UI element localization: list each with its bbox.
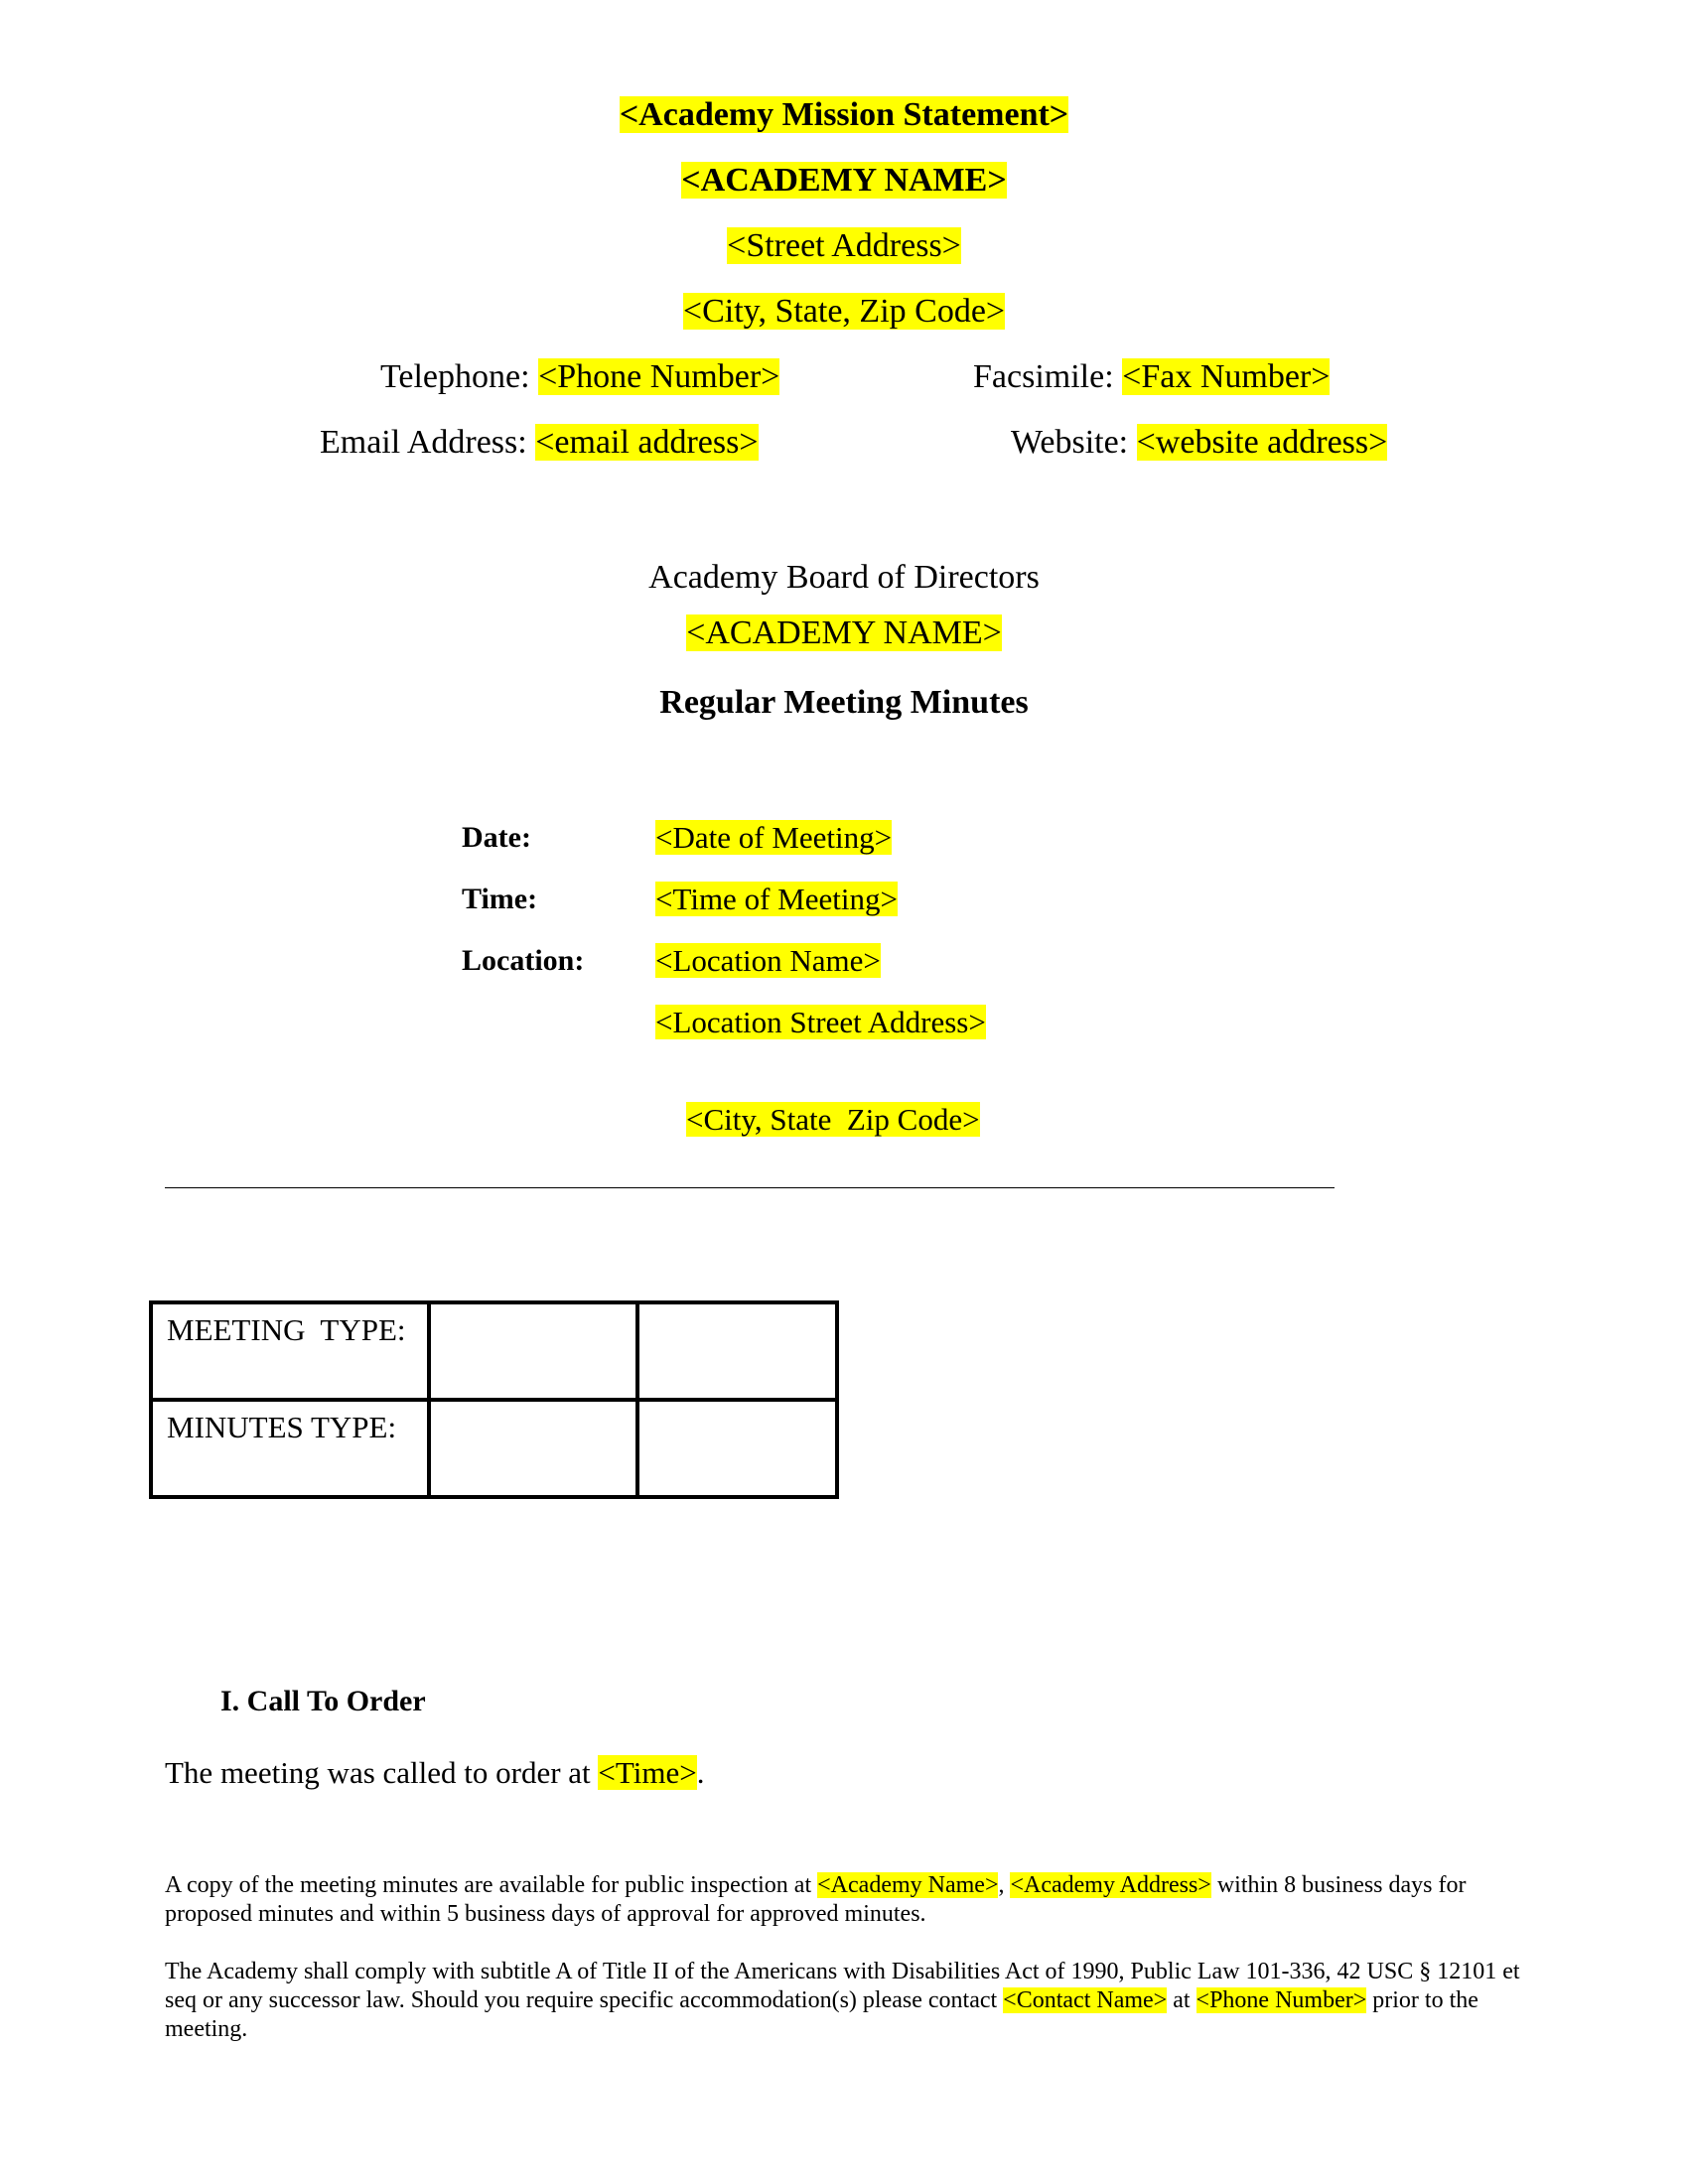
meeting-type-cell[interactable] [429, 1302, 637, 1400]
street-address: <Street Address> [727, 227, 961, 264]
minutes-type-cell-2[interactable] [637, 1400, 837, 1497]
website-value: <website address> [1136, 424, 1388, 461]
email-value: <email address> [535, 424, 759, 461]
ada-text: The Academy shall comply with subtitle A of Title II of the Americans with Disabilities Act of 1990, Public Law 101-336, 42 USC § 12101 et seq or any successor law. Should you require specific accommodation(s) please contact [165, 1959, 1520, 2013]
date-value: <Date of Meeting> [655, 820, 893, 855]
fax-line [973, 357, 1330, 397]
location-city: <City, State Zip Code> [686, 1102, 980, 1137]
time-value-line [655, 882, 898, 917]
city-state-zip-line [0, 292, 1688, 332]
mission-statement: <Academy Mission Statement> [619, 96, 1069, 133]
email-label: Email Address: [320, 424, 536, 461]
mission-statement-line [0, 95, 1688, 135]
ada-notice [165, 1958, 1525, 2044]
telephone-value: <Phone Number> [538, 358, 780, 395]
date-value-line [655, 820, 892, 856]
telephone-label: Telephone: [380, 358, 539, 395]
time-value: <Time of Meeting> [655, 882, 898, 916]
notice-text: A copy of the meeting minutes are available for public inspection at [165, 1872, 818, 1898]
board-academy-name: <ACADEMY NAME> [686, 614, 1002, 651]
location-name-line [655, 943, 881, 979]
time-label: Time: [462, 883, 538, 915]
academy-name-header: <ACADEMY NAME> [681, 162, 1007, 199]
city-state-zip: <City, State, Zip Code> [682, 293, 1006, 330]
location-street-line [655, 1005, 986, 1040]
website-label: Website: [1011, 424, 1137, 461]
street-address-line [0, 226, 1688, 266]
location-city-line [655, 1066, 980, 1173]
website-line [1011, 423, 1387, 463]
call-to-order-time: <Time> [598, 1755, 697, 1790]
meeting-type-table [149, 1300, 839, 1499]
public-inspection-notice [165, 1871, 1525, 1929]
meeting-type-cell-2[interactable] [637, 1302, 837, 1400]
board-academy-name-line [0, 614, 1688, 653]
minutes-type-label: MINUTES TYPE: [151, 1400, 429, 1497]
call-to-order-prefix: The meeting was called to order at [165, 1755, 599, 1790]
email-line [320, 423, 759, 463]
section-divider [165, 1187, 1335, 1188]
date-label: Date: [462, 821, 531, 854]
minutes-title: Regular Meeting Minutes [659, 684, 1029, 721]
notice-academy-name: <Academy Name> [817, 1872, 999, 1898]
call-to-order-text [165, 1755, 704, 1791]
notice-academy-address: <Academy Address> [1010, 1872, 1211, 1898]
minutes-type-cell[interactable] [429, 1400, 637, 1497]
ada-text-end: prior to the meeting. [165, 1987, 1478, 2042]
location-street: <Location Street Address> [655, 1005, 986, 1039]
call-to-order-suffix: . [696, 1755, 705, 1790]
table-row [151, 1400, 837, 1497]
academy-name-line [0, 161, 1688, 201]
notice-separator: , [998, 1872, 1011, 1898]
board-title: Academy Board of Directors [648, 559, 1040, 596]
fax-value: <Fax Number> [1122, 358, 1331, 395]
fax-label: Facsimile: [973, 358, 1123, 395]
call-to-order-heading: I. Call To Order [220, 1685, 426, 1717]
location-label: Location: [462, 944, 585, 977]
telephone-line [380, 357, 779, 397]
location-name: <Location Name> [655, 943, 881, 978]
meeting-type-label: MEETING TYPE: [151, 1302, 429, 1400]
ada-at: at [1167, 1987, 1196, 2013]
ada-contact-name: <Contact Name> [1003, 1987, 1168, 2013]
notice-text-end: within 8 business days for proposed minutes and within 5 business days of approval for approved minutes. [165, 1872, 1467, 1927]
table-row [151, 1302, 837, 1400]
ada-phone-number: <Phone Number> [1196, 1987, 1367, 2013]
